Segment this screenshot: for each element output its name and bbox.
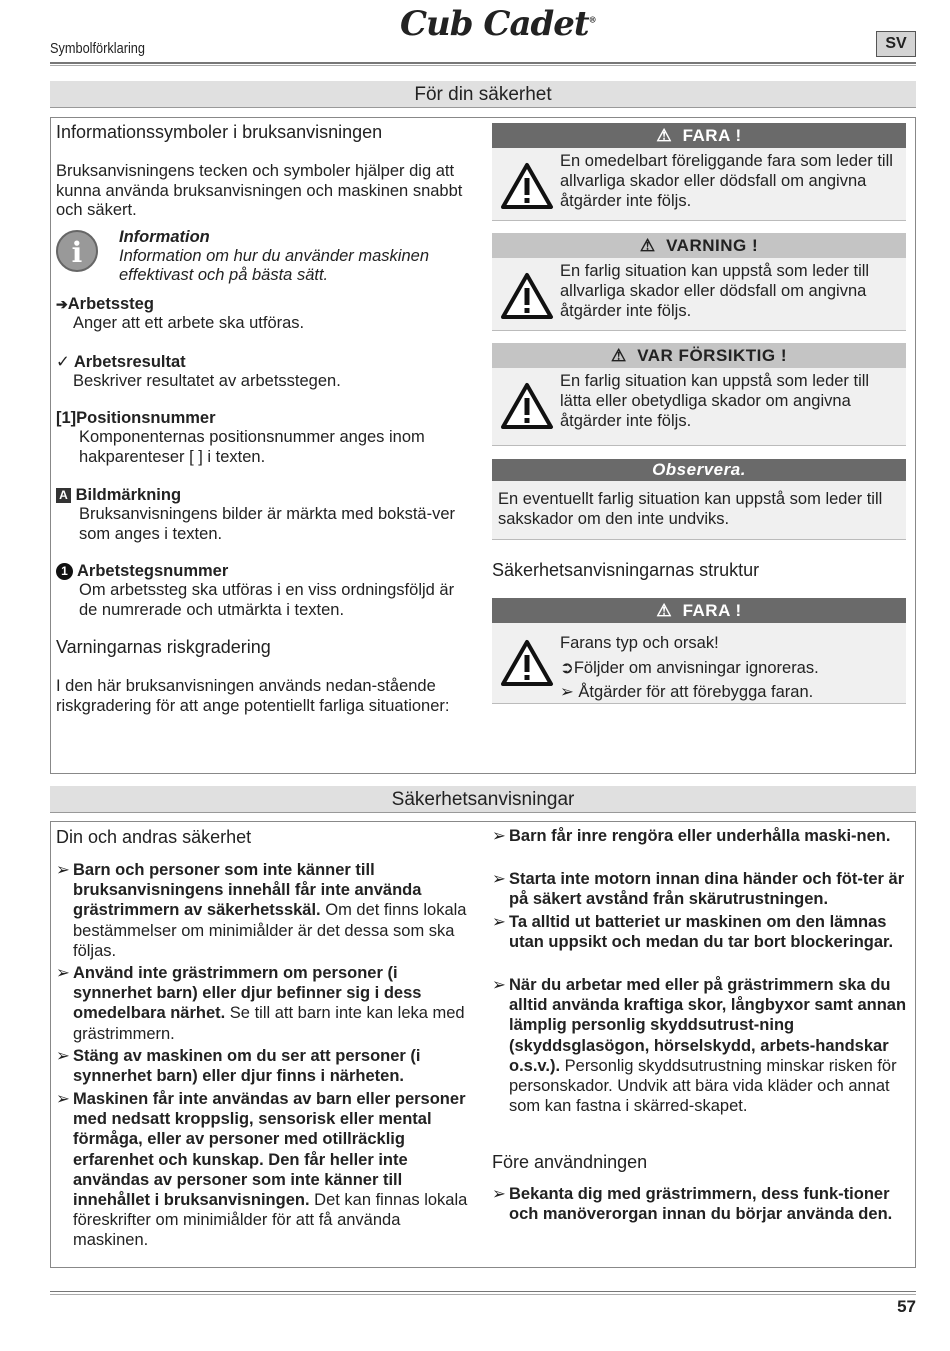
warning-text: En farlig situation kan uppstå som leder till lätta eller obetydliga skador om angivna åtgärder inte följs. [560, 372, 870, 430]
warning-body-danger [492, 148, 906, 221]
safety-bullet: ➢ Bekanta dig med grästrimmern, dess funk-tioner och manöverorgan innan du börjar använda den. [492, 1185, 893, 1224]
structure-warning-head: ⚠ FARA ! [492, 598, 906, 623]
warning-body-caution [492, 368, 906, 446]
item-title: Arbetstegsnummer [76, 562, 229, 580]
warning-text: En farlig situation kan uppstå som leder till allvarliga skador eller dödsfall om angivna åtgärder inte följs. [560, 262, 870, 320]
information-title: Information [119, 228, 210, 246]
symbol-item-image-label [56, 486, 476, 544]
bullet-arrow-icon: ➢ [492, 870, 506, 888]
brand-logo: Cub Cadet® [400, 4, 596, 44]
information-body: Information om hur du använder maskinen effektivast och på bästa sätt. [119, 247, 430, 284]
bullet-arrow-icon: ➢ [492, 1185, 506, 1203]
checkmark-icon: ✓ [56, 353, 70, 371]
warning-triangle-icon: ⚠ [611, 346, 627, 365]
safety-bullet: ➢ När du arbetar med eller på grästrimmern ska du alltid använda kraftiga skor, långbyxor samt annan lämplig personlig skyddsutrust-ning (skyddsglasögon, hörselskydd, arbets-handskar o.s.v.). Personlig skyddsutrustning minskar risken för personskador. Undvik att bära vida kläder och annat som kan fastna i skärred-skapet. [492, 976, 907, 1116]
safety-bullet: ➢ Stäng av maskinen om du ser att personer (i synnerhet barn) eller djur finns i närheten. [56, 1047, 421, 1086]
structure-line-consequence: ➲Följder om anvisningar ignoreras. [560, 658, 819, 677]
section-heading-safety: För din säkerhet [50, 81, 916, 108]
page-number: 57 [897, 1297, 916, 1316]
footer-divider [50, 1291, 916, 1292]
bullet-arrow-icon: ➢ [492, 827, 506, 845]
notice-head: Observera. [492, 459, 906, 481]
safety-bullet: ➢ Barn får inre rengöra eller underhålla maski-nen. [492, 827, 891, 845]
bullet-arrow-icon: ➢ [56, 1090, 70, 1108]
information-icon: i [56, 230, 98, 272]
information-note [119, 228, 479, 285]
letter-a-badge-icon: A [56, 488, 71, 503]
warning-triangle-icon [500, 272, 554, 320]
number-one-circle-icon: 1 [56, 563, 73, 580]
bullet-arrow-icon: ➢ [56, 861, 70, 879]
warning-triangle-icon: ⚠ [639, 236, 656, 255]
item-body: Beskriver resultatet av arbetsstegen. [73, 372, 341, 390]
structure-line-measure: ➢ Åtgärder för att förebygga faran. [560, 683, 814, 701]
risk-grading-body: I den här bruksanvisningen används nedan-stående riskgradering för att ange potentiellt farliga situationer: [56, 677, 450, 715]
safety-bullet: ➢ Maskinen får inte användas av barn eller personer med nedsatt kroppslig, sensorisk eller mental förmåga, eller av personer med otillräcklig erfarenhet och kunskap. Den får heller inte användas av personer som inte känner till innehållet i bruksanvisningen. Det kan finnas lokala föreskrifter om minimiålder för att få använda maskinen. [56, 1090, 468, 1250]
item-body: Anger att ett arbete ska utföras. [73, 314, 305, 332]
language-badge: SV [876, 31, 916, 57]
safety-bullet: ➢ Ta alltid ut batteriet ur maskinen om den lämnas utan uppsikt och medan du tar bort blockeringar. [492, 913, 894, 952]
bullet-arrow-icon: ➢ [492, 976, 506, 994]
risk-grading-title: Varningarnas riskgradering [56, 637, 271, 657]
symbol-item-work-result [56, 352, 476, 392]
safety-title: Din och andras säkerhet [56, 827, 252, 847]
info-symbols-title: Informationssymboler i bruksanvisningen [56, 122, 383, 142]
structure-lines [560, 631, 904, 705]
item-body: Om arbetssteg ska utföras i en viss ordningsföljd är de numrerade och utmärkta i texten. [79, 581, 455, 619]
item-body: Bruksanvisningens bilder är märkta med bokstä-ver som anges i texten. [79, 505, 455, 543]
warning-triangle-icon: ⚠ [656, 601, 673, 620]
item-title: Arbetssteg [67, 295, 154, 313]
warning-text: En omedelbart föreliggande fara som leder till allvarliga skador eller dödsfall om angivna åtgärder inte följs. [560, 152, 893, 210]
safety-bullet: ➢ Använd inte grästrimmern om personer (i synnerhet barn) eller djur befinner sig i dess omedelbara närhet. Se till att barn inte kan leka med grästrimmern. [56, 964, 465, 1043]
bullet-arrow-icon: ➢ [56, 1047, 70, 1065]
arrow-icon: ➔ [56, 296, 68, 312]
symbol-item-position-number [56, 409, 476, 467]
bullet-arrow-icon: ➢ [492, 913, 506, 931]
warning-triangle-icon [500, 639, 554, 687]
footer-divider-thin [50, 1294, 916, 1295]
before-use-title: Före användningen [492, 1152, 648, 1172]
info-symbols-intro: Bruksanvisningens tecken och symboler hjälper dig att kunna använda bruksanvisningen och maskinen snabbt och säkert. [56, 162, 463, 219]
symbol-item-step-number [56, 562, 476, 620]
bracket-number-icon: [1] [56, 409, 77, 427]
warning-head-caution: ⚠ VAR FÖRSIKTIG ! [492, 343, 906, 368]
warning-body-warning [492, 258, 906, 331]
safety-bullet: ➢ Barn och personer som inte känner till bruksanvisningens innehåll får inte använda grästrimmern av säkerhetsskäl. Om det finns lokala bestämmelser om minimiålder är det dessa som ska följas. [56, 861, 467, 960]
structure-line-cause: Farans typ och orsak! [560, 634, 719, 652]
structure-warning-body [492, 623, 906, 704]
bullet-arrow-icon: ➢ [560, 683, 574, 701]
header-divider-thin [50, 65, 916, 66]
safety-bullet: ➢ Starta inte motorn innan dina händer och föt-ter är på säkert avstånd från skärutrustningen. [492, 870, 905, 909]
item-body: Komponenternas positionsnummer anges inom hakparenteser [ ] i texten. [79, 428, 425, 466]
item-title: Arbetsresultat [73, 353, 186, 371]
symbol-item-work-step [56, 295, 476, 334]
warning-triangle-icon [500, 382, 554, 430]
section-label: Symbolförklaring [50, 40, 145, 57]
structure-title: Säkerhetsanvisningarnas struktur [492, 560, 760, 580]
warning-head-warning: ⚠ VARNING ! [492, 233, 906, 258]
section-heading-safety-instructions: Säkerhetsanvisningar [50, 786, 916, 813]
warning-triangle-icon: ⚠ [656, 126, 673, 145]
notice-body [492, 481, 906, 540]
warning-head-danger: ⚠ FARA ! [492, 123, 906, 148]
consequence-arrow-icon: ➲ [560, 658, 574, 677]
bullet-arrow-icon: ➢ [56, 964, 70, 982]
notice-text: En eventuellt farlig situation kan uppstå som leder till sakskador om den inte undviks. [498, 490, 883, 528]
item-title: Bildmärkning [75, 486, 182, 504]
header-divider [50, 62, 916, 64]
item-title: Positionsnummer [76, 409, 216, 427]
warning-triangle-icon [500, 162, 554, 210]
